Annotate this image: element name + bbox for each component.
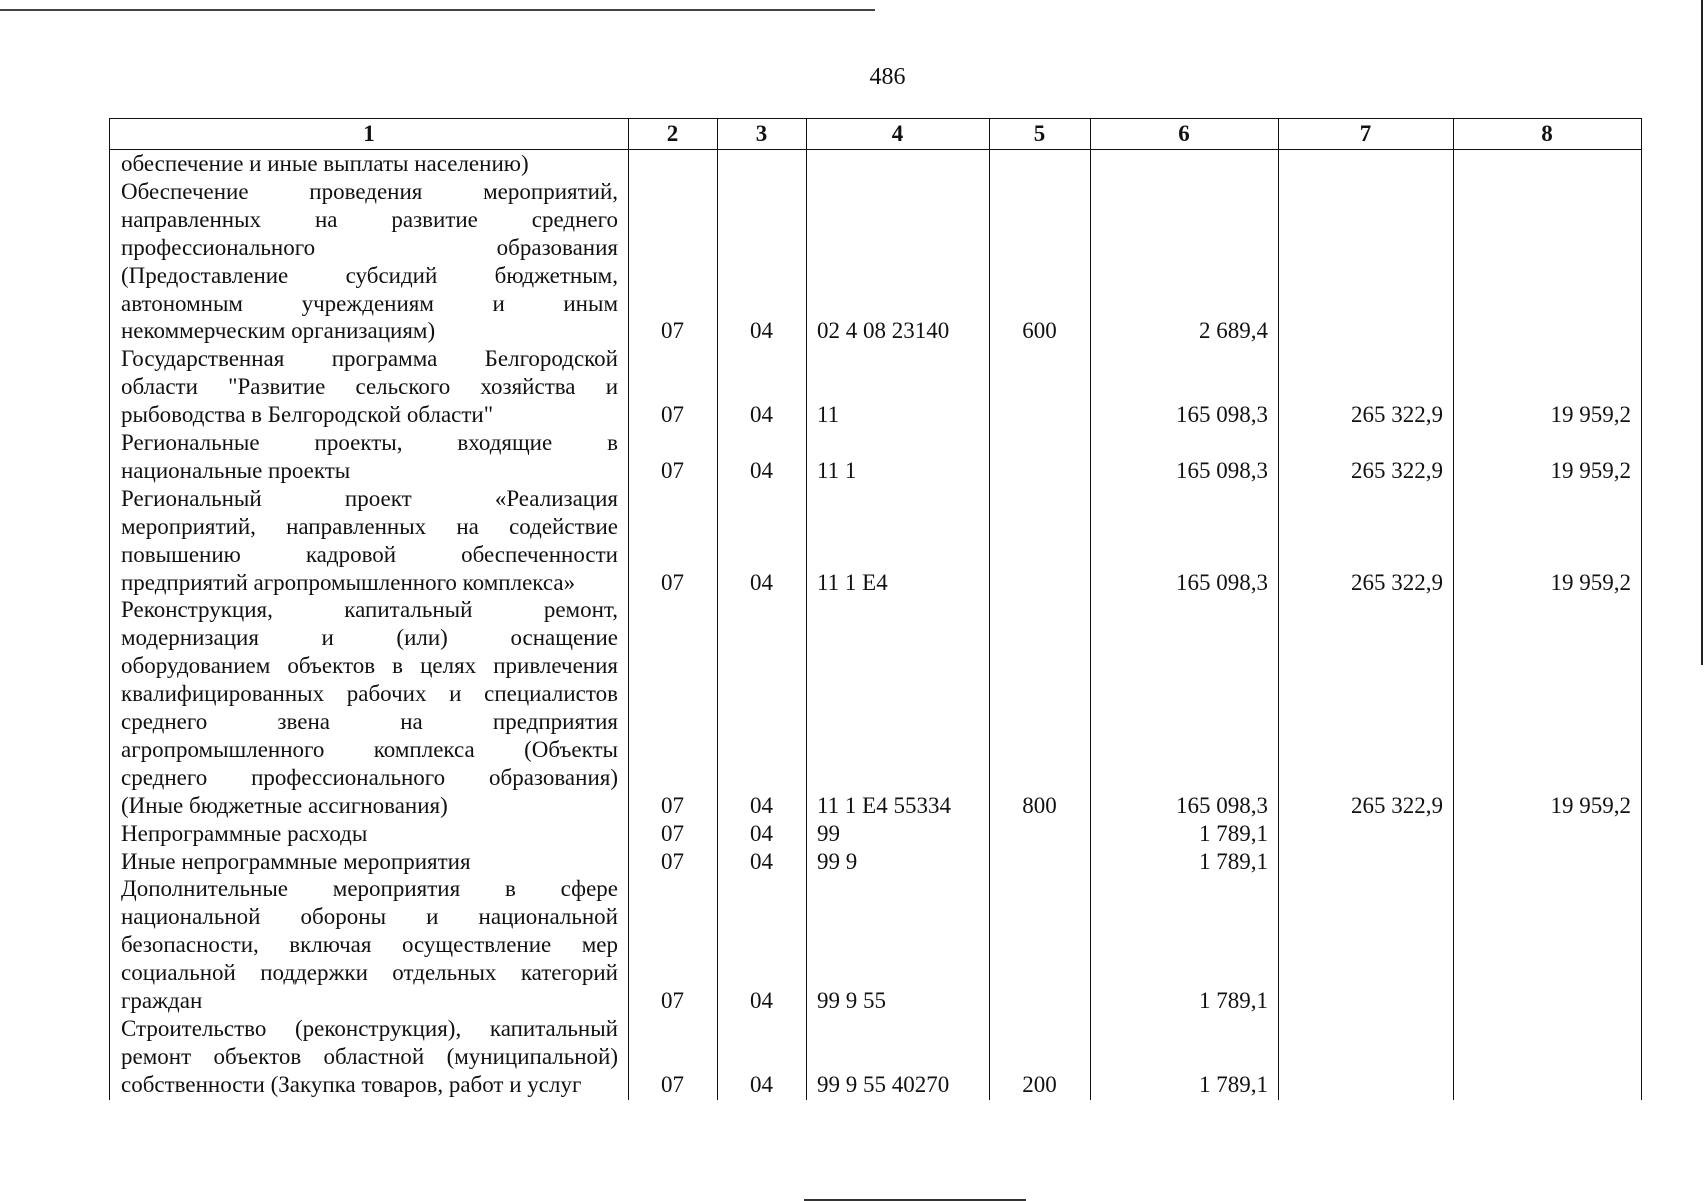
cell-subsection: 04 [750, 820, 773, 846]
cell-amount-col8 [1453, 848, 1631, 876]
cell-target-article: 99 [817, 820, 840, 846]
row-description-line: национальные проекты [121, 457, 351, 483]
col-divider [1090, 119, 1091, 1100]
cell-amount-col7: 265 322,9 [1351, 569, 1443, 595]
cell-expense-type [989, 820, 1090, 848]
cell-target-article: 11 1 E4 [817, 569, 888, 595]
cell-amount-col8 [1453, 150, 1631, 178]
column-header-5: 5 [1033, 121, 1046, 146]
cell-target-article: 11 [817, 402, 840, 428]
cell-expense-type [989, 987, 1090, 1015]
cell-amount-col8: 19 959,2 [1550, 457, 1631, 483]
cell-amount-col6: 165 098,3 [1176, 569, 1268, 595]
row-description-line: граждан [121, 988, 203, 1013]
column-header-3: 3 [755, 121, 768, 146]
row-description-line: Обеспечение проведения мероприятий, [121, 178, 618, 204]
cell-amount-col7 [1278, 150, 1443, 178]
row-description-line: Строительство (реконструкция), капитальный [121, 1015, 618, 1041]
cell-amount-col8: 19 959,2 [1550, 402, 1631, 428]
cell-subsection: 04 [750, 792, 773, 818]
scan-edge-top [0, 9, 875, 11]
cell-expense-type: 800 [1022, 792, 1057, 818]
cell-amount-col7: 265 322,9 [1351, 792, 1443, 818]
cell-section [628, 150, 717, 178]
row-description-line: автономным учреждениям и иным [121, 290, 618, 316]
row-description-line: направленных на развитие среднего [121, 206, 618, 232]
cell-subsection: 04 [750, 988, 773, 1013]
cell-amount-col6: 165 098,3 [1176, 792, 1268, 818]
cell-expense-type [989, 848, 1090, 876]
cell-amount-col8 [1453, 820, 1631, 848]
row-description-line: Непрограммные расходы [121, 820, 368, 846]
cell-amount-col7: 265 322,9 [1351, 457, 1443, 483]
column-header-1: 1 [363, 121, 375, 146]
row-description-line: модернизация и (или) оснащение [121, 625, 618, 651]
row-description-line: Дополнительные мероприятия в сфере [121, 876, 618, 902]
cell-amount-col7 [1278, 848, 1443, 876]
cell-section: 07 [661, 318, 684, 344]
cell-target-article: 11 1 E4 55334 [817, 792, 951, 818]
row-description-line: Государственная программа Белгородской [121, 346, 618, 372]
row-description-line: Региональные проекты, входящие в [121, 430, 618, 455]
row-description-line: области "Развитие сельского хозяйства и [121, 374, 618, 400]
cell-subsection: 04 [750, 848, 773, 874]
cell-target-article [817, 150, 989, 178]
cell-amount-col6: 1 789,1 [1199, 848, 1268, 874]
row-description-line: собственности (Закупка товаров, работ и услуг [121, 1071, 582, 1097]
cell-section: 07 [661, 457, 684, 483]
column-header-7: 7 [1359, 121, 1372, 146]
row-description-line: некоммерческим организациям) [121, 318, 436, 344]
col-divider [1453, 119, 1454, 1100]
col-divider [628, 119, 629, 1100]
row-description-line: квалифицированных рабочих и специалистов [121, 681, 618, 707]
row-description-line: среднего профессионального образования) [121, 764, 618, 790]
cell-amount-col6: 1 789,1 [1199, 988, 1268, 1013]
cell-expense-type [989, 150, 1090, 178]
row-description-line: мероприятий, направленных на содействие [121, 513, 618, 539]
row-description-line: повышению кадровой обеспеченности [121, 541, 618, 567]
column-header-2: 2 [666, 121, 679, 146]
cell-amount-col6: 1 789,1 [1199, 1071, 1268, 1097]
col-divider [717, 119, 718, 1100]
row-description-line: (Иные бюджетные ассигнования) [121, 792, 448, 818]
cell-section: 07 [661, 569, 684, 595]
cell-amount-col8 [1453, 987, 1631, 1015]
page-number: 486 [869, 64, 906, 90]
cell-amount-col7: 265 322,9 [1351, 402, 1443, 428]
row-description-line: безопасности, включая осуществление мер [121, 932, 618, 958]
column-header-4: 4 [891, 121, 904, 146]
cell-section: 07 [661, 848, 684, 874]
cell-amount-col7 [1278, 317, 1443, 345]
row-description-line: (Предоставление субсидий бюджетным, [121, 262, 618, 288]
cell-expense-type: 200 [1022, 1071, 1057, 1097]
col-divider [806, 119, 807, 1100]
cell-amount-col8: 19 959,2 [1550, 792, 1631, 818]
cell-subsection: 04 [750, 318, 773, 344]
cell-amount-col8 [1453, 317, 1631, 345]
cell-amount-col7 [1278, 820, 1443, 848]
cell-target-article: 99 9 [817, 848, 858, 874]
cell-amount-col7 [1278, 1071, 1443, 1099]
col-divider [1278, 119, 1279, 1100]
cell-amount-col6: 165 098,3 [1176, 402, 1268, 428]
column-header-8: 8 [1541, 121, 1553, 146]
cell-section: 07 [661, 402, 684, 428]
row-description-line: рыбоводства в Белгородской области" [121, 402, 494, 428]
column-header-6: 6 [1178, 121, 1190, 146]
row-description-line: социальной поддержки отдельных категорий [121, 960, 618, 986]
budget-table [109, 118, 1642, 1100]
row-description-line: Региональный проект «Реализация [121, 485, 618, 511]
cell-subsection: 04 [750, 1071, 773, 1097]
cell-amount-col6: 1 789,1 [1199, 820, 1268, 846]
row-description-line: среднего звена на предприятия [121, 709, 618, 734]
row-description-line: агропромышленного комплекса (Объекты [121, 736, 618, 762]
cell-section: 07 [661, 988, 684, 1013]
cell-amount-col8: 19 959,2 [1550, 569, 1631, 595]
cell-subsection: 04 [750, 457, 773, 483]
cell-expense-type [989, 569, 1090, 597]
cell-amount-col6: 165 098,3 [1176, 457, 1268, 483]
cell-section: 07 [661, 1071, 684, 1097]
col-divider [989, 119, 990, 1100]
cell-target-article: 99 9 55 [817, 988, 886, 1013]
cell-section: 07 [661, 792, 684, 818]
cell-amount-col7 [1278, 987, 1443, 1015]
cell-subsection: 04 [750, 402, 773, 428]
row-description-line: профессионального образования [121, 234, 618, 260]
row-description-line: предприятий агропромышленного комплекса» [121, 569, 576, 595]
row-description-line: оборудованием объектов в целях привлечения [121, 653, 618, 679]
cell-expense-type [989, 401, 1090, 429]
cell-section: 07 [661, 820, 684, 846]
cell-subsection: 04 [750, 569, 773, 595]
cell-target-article: 99 9 55 40270 [817, 1071, 950, 1097]
cell-amount-col8 [1453, 1071, 1631, 1099]
row-description-line: ремонт объектов областной (муниципальной) [121, 1043, 618, 1069]
cell-subsection [717, 150, 806, 178]
cell-target-article: 02 4 08 23140 [817, 318, 950, 344]
row-description-line: национальной обороны и национальной [121, 904, 618, 930]
scan-edge-right [1701, 0, 1703, 665]
cell-amount-col6 [1090, 150, 1268, 178]
cell-target-article: 11 1 [817, 457, 857, 483]
cell-expense-type: 600 [1022, 318, 1057, 344]
cell-expense-type [989, 457, 1090, 485]
cell-amount-col6: 2 689,4 [1199, 318, 1268, 344]
row-description-line: Иные непрограммные мероприятия [121, 848, 471, 874]
row-description-line: обеспечение и иные выплаты населению) [121, 151, 529, 176]
row-description-line: Реконструкция, капитальный ремонт, [121, 597, 618, 623]
